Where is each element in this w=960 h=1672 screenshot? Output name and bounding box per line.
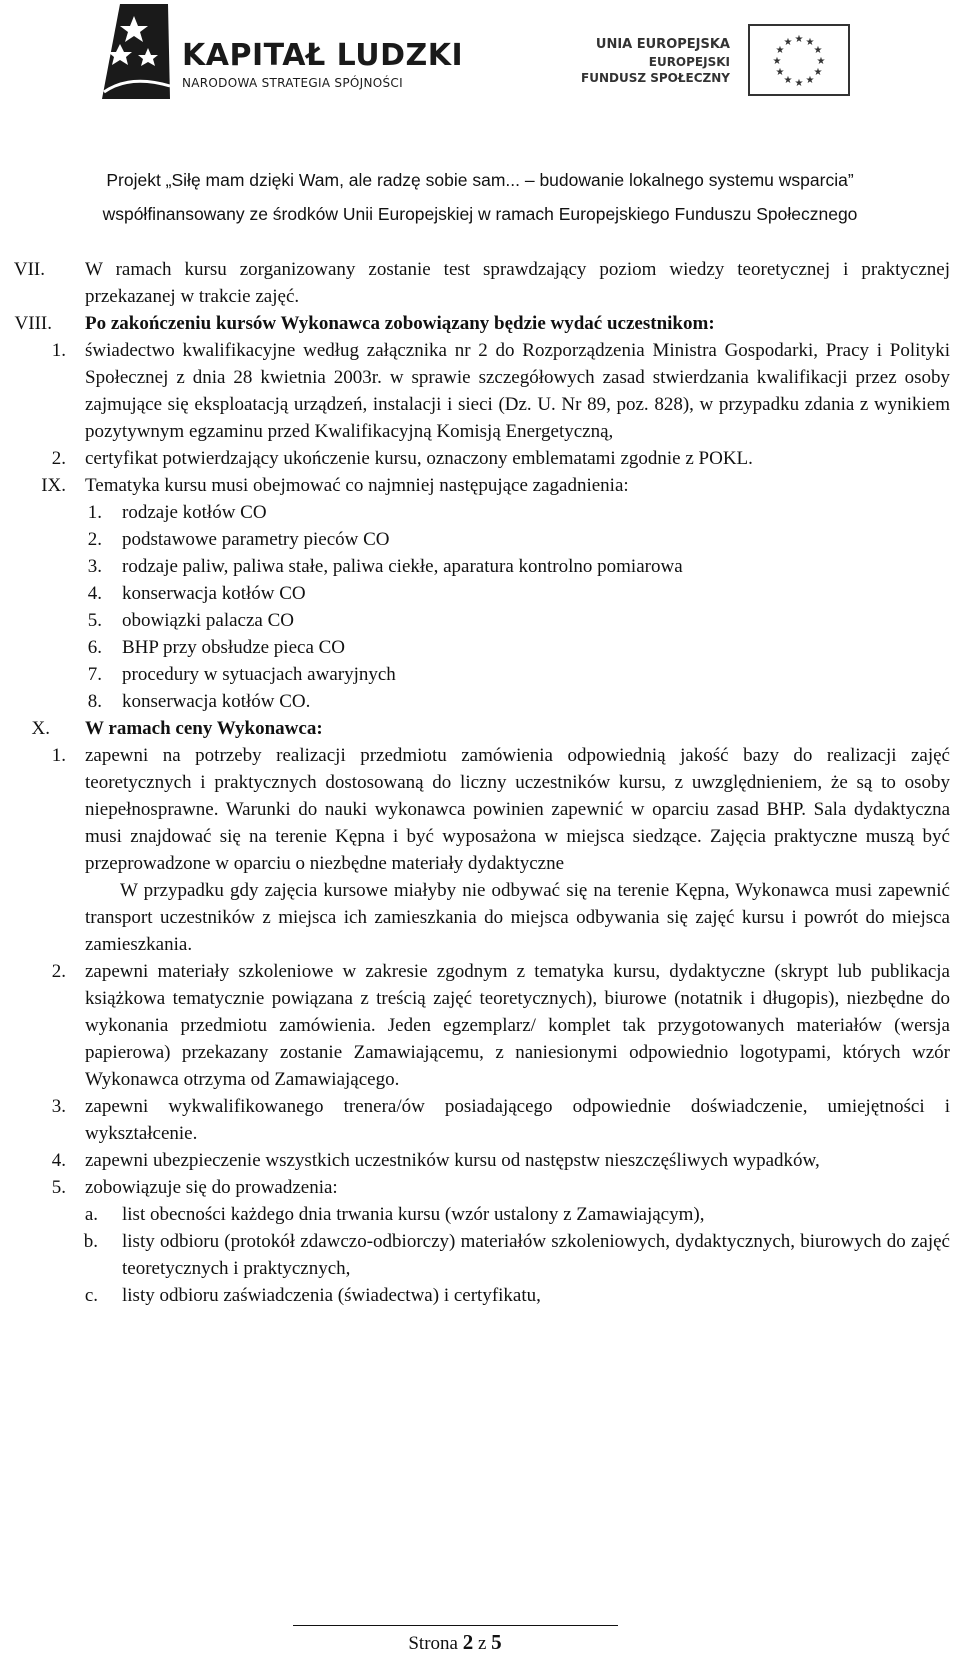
svg-text:★: ★	[816, 56, 826, 67]
list-text: zapewni ubezpieczenie wszystkich uczestników kursu od następstw nieszczęśliwych wypadków,	[85, 1150, 820, 1171]
list-item	[0, 337, 960, 445]
list-item	[0, 553, 960, 580]
svg-text:★: ★	[783, 75, 793, 86]
svg-text:★: ★	[783, 37, 793, 48]
document-body	[0, 256, 960, 1309]
list-number: 4.	[51, 1150, 66, 1171]
section-number: VII.	[13, 259, 45, 280]
list-number: 2.	[51, 961, 66, 982]
section-vii	[0, 256, 960, 310]
list-number: 1.	[51, 745, 66, 766]
kapital-ludzki-emblem-icon	[100, 4, 180, 104]
list-number: 1.	[87, 502, 102, 523]
kl-title: KAPITAŁ LUDZKI	[182, 38, 464, 73]
list-item	[0, 526, 960, 553]
list-item	[0, 607, 960, 634]
list-number: 2.	[51, 448, 66, 469]
list-number: 7.	[87, 664, 102, 685]
section-viii	[0, 310, 960, 337]
sub-list-letter: a.	[84, 1204, 98, 1225]
svg-text:★: ★	[813, 45, 823, 56]
section-x	[0, 715, 960, 742]
page-total: 5	[491, 1630, 502, 1654]
ue-line-2: EUROPEJSKI	[648, 55, 730, 69]
svg-text:★: ★	[805, 75, 815, 86]
svg-text:★: ★	[794, 78, 804, 89]
list-text: świadectwo kwalifikacyjne według załącznika nr 2 do Rozporządzenia Ministra Gospodarki, Pracy i Polityki Społecznej z dnia 28 kwietnia 2003r. w sprawie szczegółowych zasad stwierdzania kwalifikacji przez osoby zajmujące się eksploatacją urządzeń, instalacji i sieci (Dz. U. Nr 89, poz. 828), w przypadku zdania z wynikiem pozytywnym egzaminu przed Kwalifikacyjną Komisją Energetyczną,	[85, 340, 950, 442]
list-text: zapewni na potrzeby realizacji przedmiotu zamówienia odpowiednią jakość bazy do realizacji zajęć teoretycznych i praktycznych dostosowaną do liczny uczestników kursu, z uwzględnieniem, że są to osoby niepełnosprawne. Warunki do nauki wykonawca powinien zapewnić w oparciu zasad BHP. Sala dydaktyczna musi znajdować się na terenie Kępna i być wyposażona w miejsca siedzące. Zajęcia praktyczne muszą być przeprowadzone w oparciu o niezbędne materiały dydaktyczne	[85, 745, 950, 874]
svg-text:★: ★	[772, 56, 782, 67]
list-item	[0, 580, 960, 607]
list-item	[0, 445, 960, 472]
section-number: IX.	[41, 475, 66, 496]
page-label: Strona	[408, 1633, 458, 1654]
list-number: 5.	[87, 610, 102, 631]
list-text: konserwacja kotłów CO.	[122, 691, 311, 712]
page-current: 2	[462, 1630, 474, 1654]
section-text: W ramach kursu zorganizowany zostanie test sprawdzający poziom wiedzy teoretycznej i praktycznej przekazanej w trakcie zajęć.	[85, 259, 950, 307]
sub-list-text: listy odbioru (protokół zdawczo-odbiorczy) materiałów szkoleniowych, dydaktycznych, biurowych do zajęć teoretycznych i praktycznych,	[122, 1231, 950, 1279]
sub-list-text: list obecności każdego dnia trwania kursu (wzór ustalony z Zamawiającym),	[122, 1204, 705, 1225]
list-text: podstawowe parametry pieców CO	[122, 529, 390, 550]
sub-list-letter: b.	[83, 1231, 98, 1252]
svg-text:★: ★	[794, 34, 804, 45]
list-text: BHP przy obsłudze pieca CO	[122, 637, 346, 658]
unia-europejska-logo	[580, 24, 850, 100]
list-number: 2.	[87, 529, 102, 550]
list-item	[0, 499, 960, 526]
kapital-ludzki-logo	[100, 4, 464, 104]
ue-line-3: FUNDUSZ SPOŁECZNY	[581, 71, 730, 85]
ue-line-1: UNIA EUROPEJSKA	[595, 37, 730, 52]
list-item	[0, 1147, 960, 1174]
svg-text:★: ★	[775, 67, 785, 78]
svg-text:★: ★	[813, 67, 823, 78]
project-line-2: współfinansowany ze środków Unii Europejskiej w ramach Europejskiego Funduszu Społecznego	[102, 204, 858, 224]
svg-text:★: ★	[775, 45, 785, 56]
list-number: 3.	[87, 556, 102, 577]
sub-list-item	[0, 1201, 960, 1228]
list-text: obowiązki palacza CO	[122, 610, 294, 631]
list-item	[0, 661, 960, 688]
list-item	[0, 688, 960, 715]
list-item	[0, 1174, 960, 1201]
list-number: 6.	[87, 637, 102, 658]
list-number: 1.	[51, 340, 66, 361]
list-item	[0, 958, 960, 1093]
project-line-1: Projekt „Siłę mam dzięki Wam, ale radzę sobie sam... – budowanie lokalnego systemu wsparcia”	[106, 170, 854, 190]
list-number: 4.	[87, 583, 102, 604]
ue-text-block	[581, 36, 730, 86]
list-text: zobowiązuje się do prowadzenia:	[85, 1177, 338, 1198]
list-item	[0, 742, 960, 877]
sub-list-text: listy odbioru zaświadczenia (świadectwa) i certyfikatu,	[122, 1285, 541, 1306]
list-text: zapewni materiały szkoleniowe w zakresie zgodnym z tematyka kursu, dydaktyczne (skrypt lub publikacja książkowa tematycznie powiązana z treścią zajęć teoretycznych), biurowe (notatnik i długopis), niezbędne do wykonania przedmiotu zamówienia. Jeden egzemplarz/ komplet tak przygotowanych materiałów (wersja papierowa) przekazany zostanie Zamawiającemu, z naniesionymi odpowiednio logotypami, których wzór Wykonawca otrzyma od Zamawiającego.	[85, 961, 950, 1090]
list-number: 8.	[87, 691, 102, 712]
section-text: Tematyka kursu musi obejmować co najmniej następujące zagadnienia:	[85, 475, 629, 496]
svg-text:★: ★	[805, 37, 815, 48]
section-heading: Po zakończeniu kursów Wykonawca zobowiązany będzie wydać uczestnikom:	[85, 313, 715, 334]
section-ix	[0, 472, 960, 499]
list-paragraph	[0, 877, 960, 958]
footer-divider	[293, 1625, 618, 1626]
list-number: 5.	[51, 1177, 66, 1198]
page-footer	[0, 1630, 910, 1655]
list-number: 3.	[51, 1096, 66, 1117]
eu-flag-icon	[748, 24, 850, 96]
section-heading: W ramach ceny Wykonawca:	[85, 718, 323, 739]
section-number: X.	[31, 718, 50, 739]
list-text: rodzaje paliw, paliwa stałe, paliwa ciekłe, aparatura kontrolno pomiarowa	[122, 556, 683, 577]
list-text: zapewni wykwalifikowanego trenera/ów posiadającego odpowiednie doświadczenie, umiejętności i wykształcenie.	[85, 1096, 950, 1144]
sub-list-item	[0, 1228, 960, 1282]
page-separator: z	[477, 1633, 487, 1654]
kl-subtitle: NARODOWA STRATEGIA SPÓJNOŚCI	[182, 76, 403, 90]
list-text: certyfikat potwierdzający ukończenie kursu, oznaczony emblematami zgodnie z POKL.	[85, 448, 753, 469]
list-text: rodzaje kotłów CO	[122, 502, 267, 523]
list-text: konserwacja kotłów CO	[122, 583, 306, 604]
sub-list-item	[0, 1282, 960, 1309]
list-item	[0, 634, 960, 661]
sub-list-letter: c.	[84, 1285, 98, 1306]
list-text: procedury w sytuacjach awaryjnych	[122, 664, 396, 685]
list-item	[0, 1093, 960, 1147]
section-number: VIII.	[14, 313, 52, 334]
list-text: W przypadku gdy zajęcia kursowe miałyby nie odbywać się na terenie Kępna, Wykonawca musi zapewnić transport uczestników z miejsca ich zamieszkania do miejsca odbywania się zajęć kursu i powrót do miejsca zamieszkania.	[85, 880, 950, 955]
